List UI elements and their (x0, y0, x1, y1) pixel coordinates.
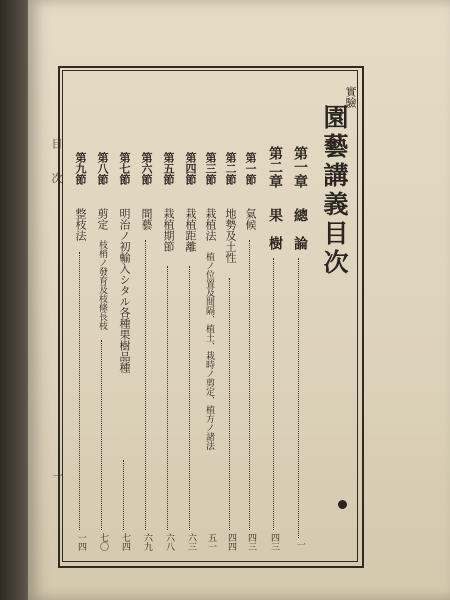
chapter-1-label: 第一章 (292, 146, 308, 188)
section-7-title: 明治ノ初輸入シタル各種果樹品種 (118, 208, 131, 373)
section-5-leader (167, 266, 168, 530)
section-4-label: 第四節 (184, 152, 197, 185)
section-8-title: 剪定 (96, 208, 109, 230)
section-5-title: 栽植期節 (162, 208, 175, 252)
section-1-leader (249, 240, 250, 530)
section-4-leader (189, 266, 190, 530)
chapter-1-leader (298, 258, 299, 538)
section-5-page: 六八 (164, 533, 174, 551)
margin-label: 目 次 (50, 138, 63, 194)
section-2-title: 地勢及土性 (224, 208, 237, 263)
section-9-label: 第九節 (74, 152, 87, 185)
section-9-leader (79, 252, 80, 530)
section-3-subtitle: 植ノ位置及間隔、植土、栽時ノ剪定、植方ノ諸法 (204, 252, 214, 450)
section-9-title: 整枝法 (74, 208, 87, 241)
section-1-label: 第一節 (244, 152, 257, 185)
page-ornament-dot (338, 500, 347, 509)
section-7-page: 七四 (120, 533, 130, 551)
section-6-title: 間藝 (140, 208, 153, 230)
section-3-title: 栽植法 (204, 208, 217, 241)
section-8-label: 第八節 (96, 152, 109, 185)
section-4-title: 栽植距離 (184, 208, 197, 252)
chapter-1-title: 總 論 (292, 208, 308, 250)
section-8-subtitle: 枝梢ノ發育及枝條長枝 (97, 240, 107, 330)
chapter-1-page: 一 (295, 540, 305, 549)
section-3-label: 第三節 (204, 152, 217, 185)
title-prefix: 實驗 (344, 86, 357, 108)
section-2-page: 四四 (226, 533, 236, 551)
section-2-label: 第二節 (224, 152, 237, 185)
margin-page-number: 一 (51, 470, 64, 481)
section-7-leader (123, 460, 124, 530)
chapter-2-leader (273, 258, 274, 530)
section-6-label: 第六節 (140, 152, 153, 185)
section-3-page: 五一 (206, 533, 216, 551)
section-8-page: 七〇 (98, 533, 108, 551)
section-8-leader (101, 340, 102, 530)
page-title: 園藝講義目次 (320, 104, 349, 278)
section-5-label: 第五節 (162, 152, 175, 185)
section-2-leader (229, 278, 230, 530)
section-7-label: 第七節 (118, 152, 131, 185)
chapter-2-label: 第二章 (267, 146, 283, 188)
section-6-page: 六九 (142, 533, 152, 551)
section-9-page: 一四 (76, 533, 86, 551)
chapter-2-page: 四三 (269, 533, 279, 551)
section-6-leader (145, 240, 146, 530)
section-4-page: 六三 (186, 533, 196, 551)
section-1-page: 四三 (246, 533, 256, 551)
section-1-title: 氣候 (244, 208, 257, 230)
chapter-2-title: 果 樹 (267, 208, 283, 250)
